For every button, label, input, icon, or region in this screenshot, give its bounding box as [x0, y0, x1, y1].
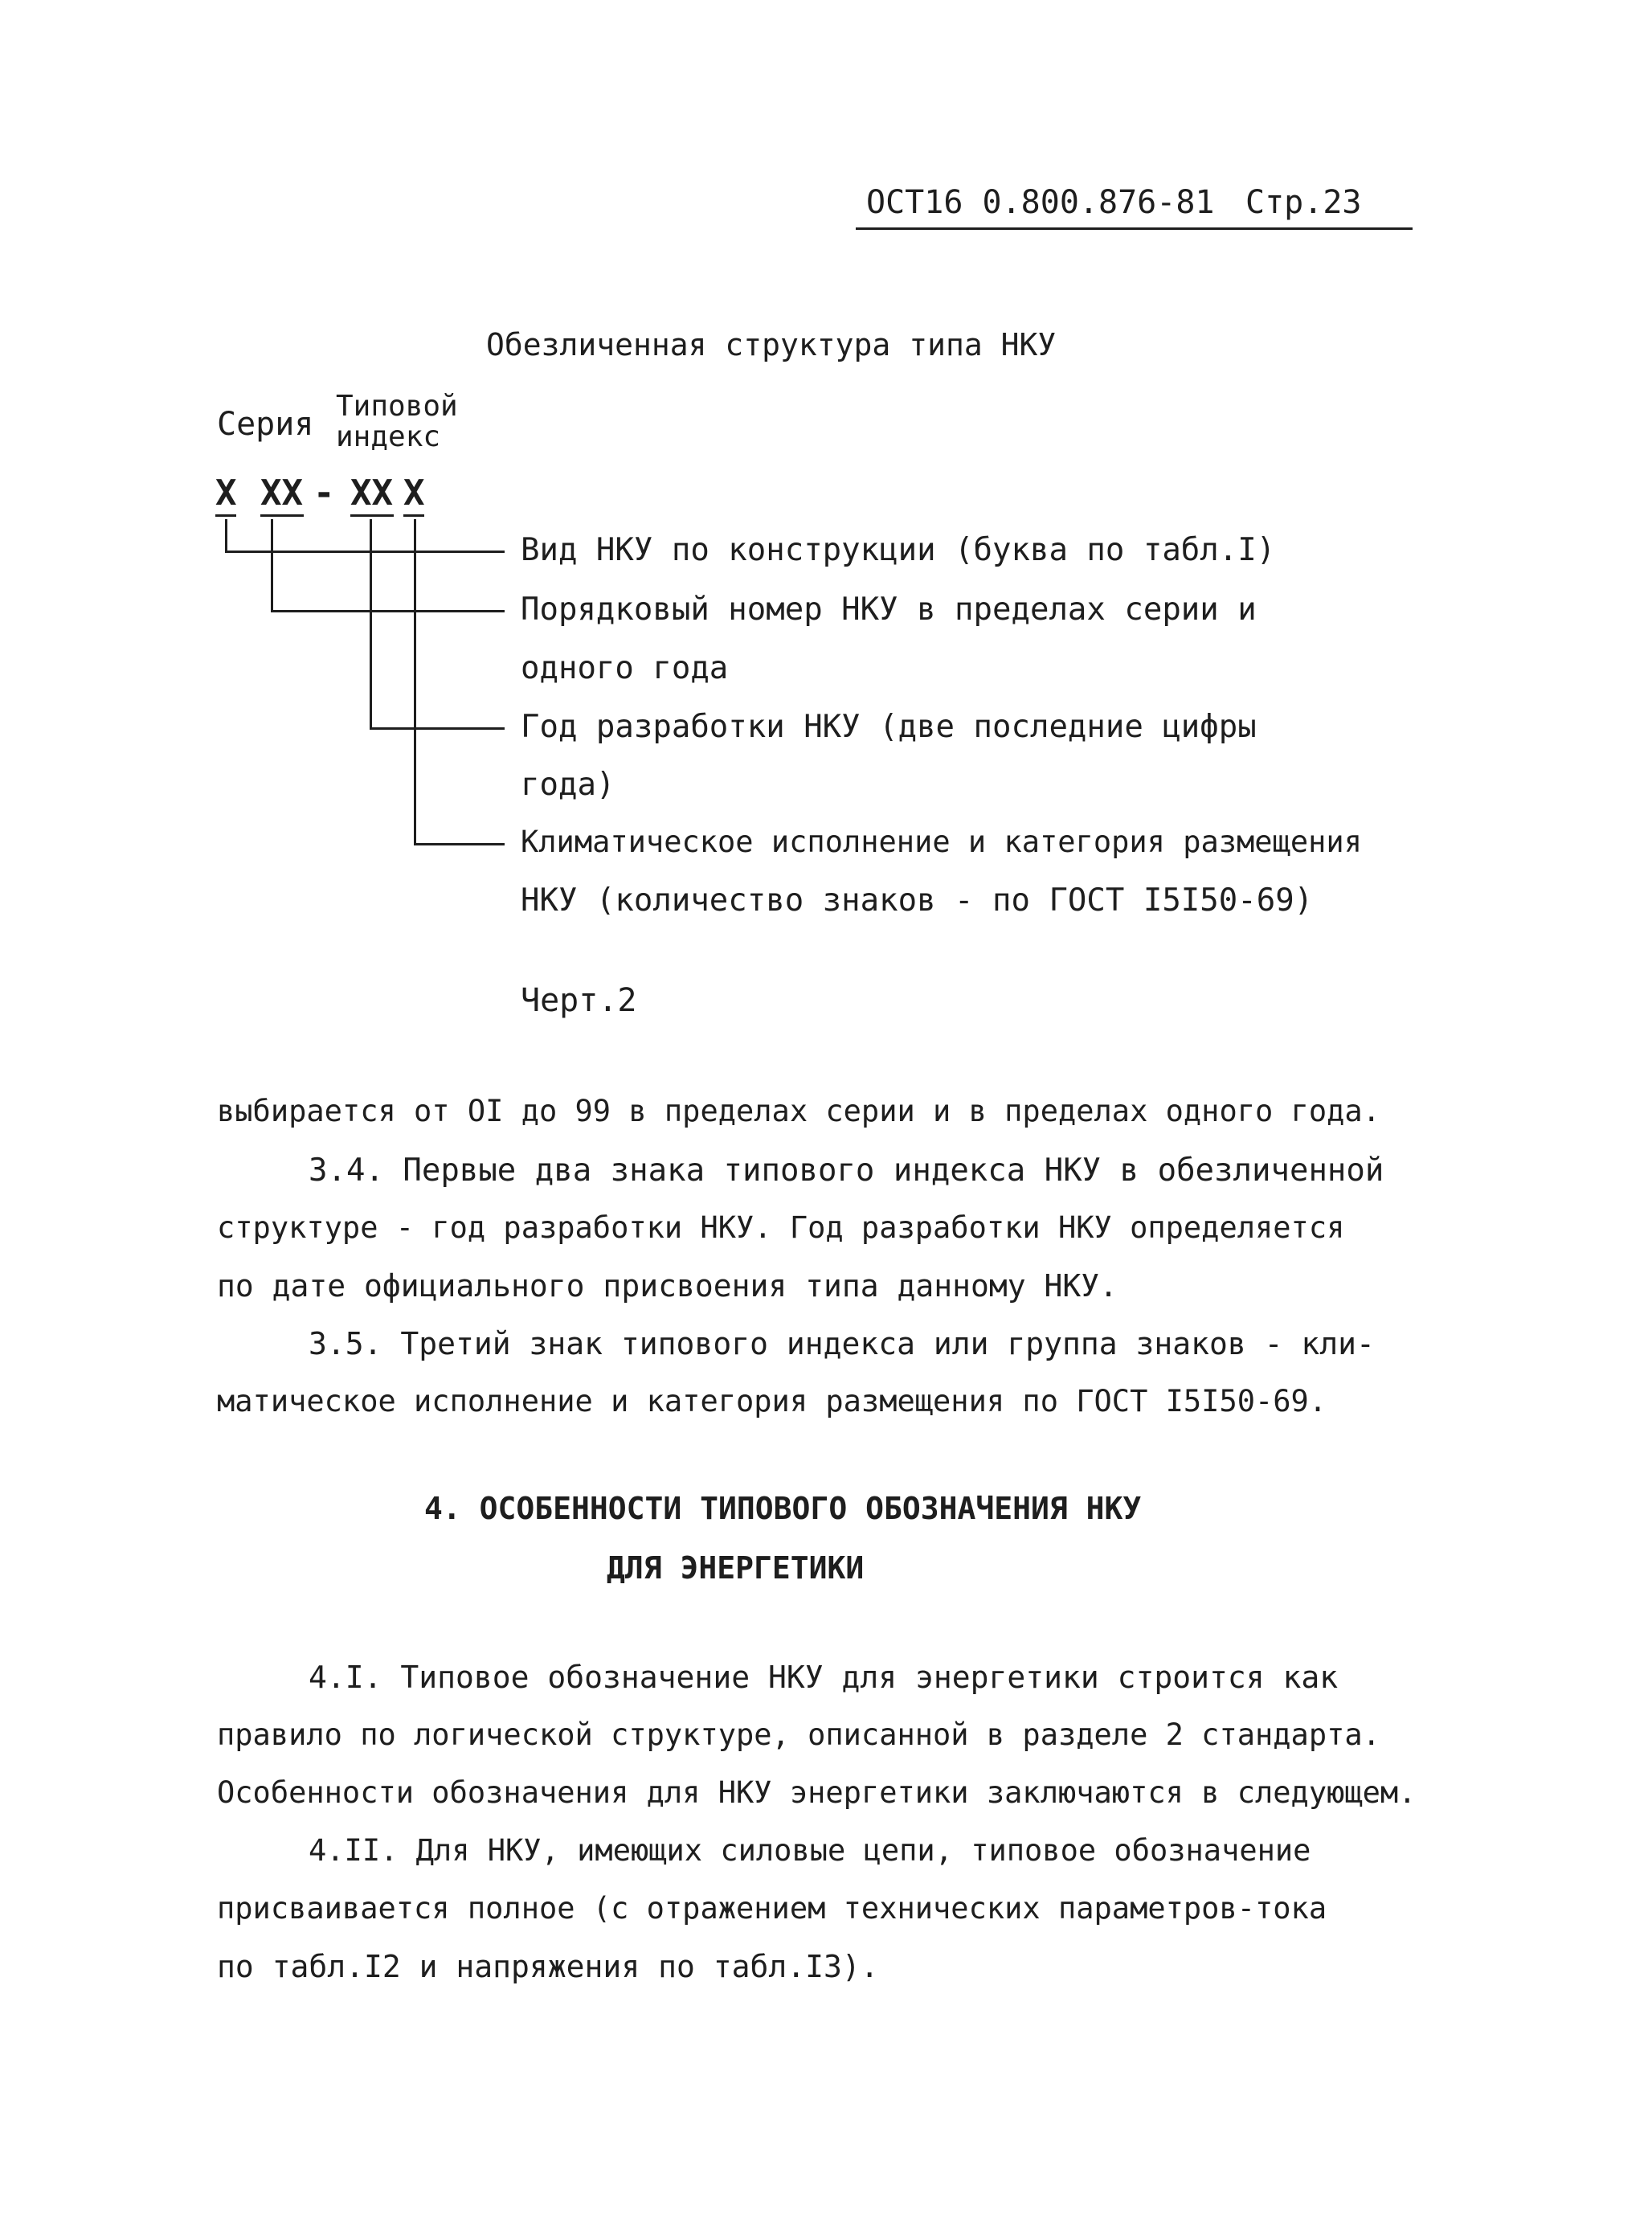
code-climate: X — [403, 473, 425, 514]
body-line-1: выбирается от OI до 99 в пределах серии и в пределах одного года. — [217, 1094, 1380, 1128]
paragraph-4-11-line-1: 4.II. Для НКУ, имеющих силовые цепи, типовое обозначение — [309, 1833, 1311, 1868]
section-heading-line-2: ДЛЯ ЭНЕРГЕТИКИ — [607, 1550, 865, 1586]
paragraph-4-11-line-3: по табл.I2 и напряжения по табл.I3). — [217, 1949, 879, 1984]
paragraph-4-1-line-1: 4.I. Типовое обозначение НКУ для энергетики строится как — [309, 1660, 1339, 1695]
header-rule — [856, 227, 1413, 230]
paragraph-3-5-line-2: матическое исполнение и категория размещения по ГОСТ I5I50-69. — [217, 1384, 1327, 1418]
document-number: ОСТ16 0.800.876-81 — [866, 184, 1215, 221]
connector-number-horizontal — [271, 610, 505, 612]
connector-year-vertical — [370, 519, 372, 730]
code-underline-series — [215, 514, 236, 517]
diagram-title: Обезличенная структура типа НКУ — [486, 327, 1057, 362]
diagram-item-number: Порядковый номер НКУ в пределах серии и — [521, 592, 1257, 628]
diagram-item-year-cont: года) — [521, 767, 615, 803]
diagram-item-year: Год разработки НКУ (две последние цифры — [521, 709, 1257, 745]
label-index-line1: Типовой — [336, 390, 458, 423]
code-underline-number — [260, 514, 304, 517]
section-heading-line-1: 4. ОСОБЕННОСТИ ТИПОВОГО ОБОЗНАЧЕНИЯ НКУ — [424, 1491, 1142, 1526]
connector-series-horizontal — [225, 551, 505, 553]
paragraph-3-4-line-2: структуре - год разработки НКУ. Год разработки НКУ определяется — [217, 1210, 1345, 1245]
code-series: X — [215, 473, 237, 514]
code-underline-year — [350, 514, 394, 517]
connector-climate-vertical — [414, 519, 416, 845]
paragraph-4-1-line-2: правило по логической структуре, описанной в разделе 2 стандарта. — [217, 1717, 1380, 1752]
connector-climate-horizontal — [414, 843, 505, 845]
diagram-item-climate: Климатическое исполнение и категория размещения — [521, 825, 1362, 859]
paragraph-3-5-line-1: 3.5. Третий знак типового индекса или группа знаков - кли- — [309, 1326, 1375, 1361]
connector-number-vertical — [271, 519, 273, 612]
label-series: Серия — [217, 406, 314, 443]
page-number: Стр.23 — [1245, 184, 1362, 221]
connector-series-vertical — [225, 519, 227, 553]
paragraph-4-11-line-2: присваивается полное (с отражением технических параметров-тока — [217, 1891, 1327, 1926]
code-year: XX — [350, 473, 393, 514]
paragraph-3-4-line-1: 3.4. Первые два знака типового индекса НКУ в обезличенной — [309, 1152, 1384, 1189]
code-number: XX — [260, 473, 303, 514]
diagram-item-number-cont: одного года — [521, 650, 729, 686]
diagram-item-climate-cont: НКУ (количество знаков - по ГОСТ I5I50-69) — [521, 882, 1314, 919]
diagram-item-kind: Вид НКУ по конструкции (буква по табл.I) — [521, 532, 1276, 568]
paragraph-3-4-line-3: по дате официального присвоения типа данному НКУ. — [217, 1268, 1118, 1304]
paragraph-4-1-line-3: Особенности обозначения для НКУ энергетики заключаются в следующем. — [217, 1775, 1417, 1810]
figure-caption: Черт.2 — [521, 982, 637, 1019]
label-index-line2: индекс — [336, 420, 441, 453]
code-dash: - — [313, 473, 335, 514]
connector-year-horizontal — [370, 727, 505, 730]
code-underline-climate — [403, 514, 424, 517]
